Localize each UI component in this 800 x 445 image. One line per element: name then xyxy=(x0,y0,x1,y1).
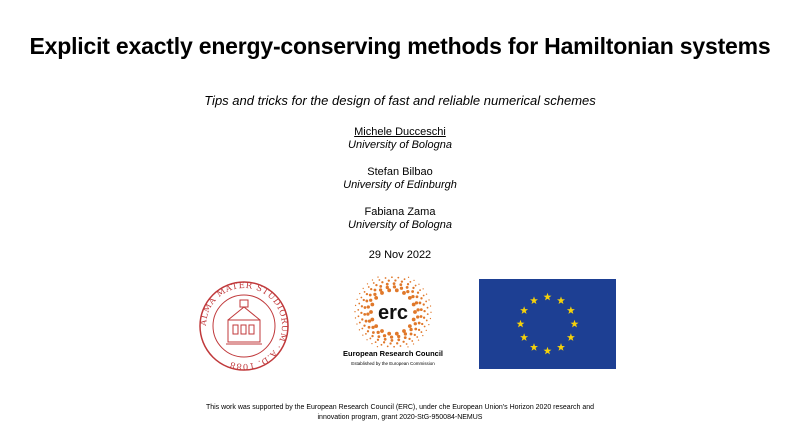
erc-dot xyxy=(361,328,363,330)
erc-dot xyxy=(426,294,427,295)
erc-dot xyxy=(368,326,371,329)
eu-star-icon xyxy=(530,343,538,351)
university-of-bologna-logo xyxy=(198,280,290,372)
erc-dot xyxy=(360,312,362,314)
erc-dot xyxy=(366,293,368,295)
erc-dot xyxy=(420,308,423,311)
erc-dot xyxy=(413,310,417,314)
erc-dot xyxy=(385,277,387,279)
erc-dot xyxy=(391,276,393,278)
erc-dot xyxy=(358,315,360,317)
erc-dot xyxy=(373,293,376,296)
erc-dot xyxy=(415,301,418,304)
erc-dot xyxy=(410,333,413,336)
erc-dot xyxy=(413,280,414,281)
erc-dot xyxy=(418,284,419,285)
erc-mark: erc xyxy=(377,302,409,324)
erc-dot xyxy=(426,330,427,331)
erc-dot xyxy=(387,332,391,336)
erc-dot xyxy=(369,338,371,340)
erc-dot xyxy=(416,336,418,338)
author-name: Fabiana Zama xyxy=(364,206,436,218)
erc-dot xyxy=(369,310,373,314)
eu-star-icon xyxy=(571,320,579,328)
erc-dot xyxy=(418,329,420,331)
erc-dot xyxy=(428,324,429,325)
erc-dot xyxy=(402,291,406,295)
eu-star-icon xyxy=(557,296,565,304)
erc-dot xyxy=(423,288,424,289)
erc-dot xyxy=(361,305,363,307)
erc-dot xyxy=(408,277,409,278)
erc-dot xyxy=(412,318,416,322)
erc-dot xyxy=(359,322,361,324)
erc-dot xyxy=(414,322,417,325)
erc-dot xyxy=(381,281,383,283)
author-name: Stefan Bilbao xyxy=(367,166,433,178)
erc-dot xyxy=(374,324,378,328)
erc-dot xyxy=(401,281,403,283)
erc-dot xyxy=(428,299,429,300)
eu-star-icon xyxy=(520,306,528,314)
erc-dot xyxy=(411,295,414,298)
erc-dot xyxy=(363,288,364,289)
erc-dot xyxy=(423,295,425,297)
erc-dot xyxy=(411,340,413,342)
erc-dot xyxy=(360,297,362,299)
erc-dot xyxy=(395,288,399,292)
erc-dot xyxy=(419,302,422,305)
erc-dot xyxy=(365,320,368,323)
erc-dot xyxy=(417,292,419,294)
erc-dot xyxy=(404,332,407,335)
erc-dot xyxy=(372,279,373,280)
erc-dot xyxy=(372,331,375,334)
eu-star-icon xyxy=(517,320,525,328)
erc-dot xyxy=(368,319,371,322)
erc-dot xyxy=(377,276,378,277)
erc-dot xyxy=(365,333,367,335)
author-list xyxy=(0,126,800,246)
erc-dot xyxy=(363,299,365,301)
erc-dot xyxy=(406,343,408,345)
author-2 xyxy=(0,166,800,192)
erc-dot xyxy=(388,280,390,282)
erc-dot xyxy=(377,339,379,341)
erc-dot xyxy=(364,306,367,309)
erc-dot xyxy=(416,295,419,298)
erc-dot xyxy=(419,289,421,291)
slide-subtitle: Tips and tricks for the design of fast and reliable numerical schemes xyxy=(204,93,596,108)
author-1 xyxy=(0,126,800,152)
erc-dot xyxy=(396,342,398,344)
erc-dot xyxy=(422,335,423,336)
erc-dot xyxy=(418,322,421,325)
erc-dot xyxy=(370,288,372,290)
erc-dot xyxy=(371,335,373,337)
author-name[interactable]: Michele Ducceschi xyxy=(354,126,446,138)
erc-dot xyxy=(371,326,374,329)
erc-dot xyxy=(430,312,431,313)
eu-star-icon xyxy=(520,333,528,341)
erc-dot xyxy=(407,346,408,347)
erc-logo xyxy=(333,276,453,372)
erc-dot xyxy=(383,341,385,343)
erc-dot xyxy=(402,341,404,343)
eu-star-icon xyxy=(567,306,575,314)
erc-dot xyxy=(407,283,409,285)
erc-dot xyxy=(366,339,367,340)
eu-star-icon xyxy=(544,347,552,355)
erc-dot xyxy=(404,336,407,339)
erc-dot xyxy=(393,282,396,285)
erc-dot xyxy=(391,339,394,342)
erc-dot xyxy=(399,283,402,286)
erc-dot xyxy=(423,303,425,305)
erc-dot xyxy=(359,293,360,294)
erc-dot xyxy=(380,329,384,333)
erc-dot xyxy=(424,326,426,328)
erc-dot xyxy=(400,287,403,290)
erc-dot xyxy=(369,294,372,297)
erc-dot xyxy=(425,301,427,303)
erc-dot xyxy=(411,290,414,293)
erc-dot xyxy=(379,279,381,281)
erc-dot xyxy=(400,345,402,347)
erc-dot xyxy=(384,338,387,341)
erc-dot xyxy=(359,329,360,330)
erc-dot xyxy=(393,285,396,288)
erc-dot xyxy=(409,328,412,331)
eu-star-icon xyxy=(544,293,552,301)
erc-dot xyxy=(414,328,417,331)
erc-dot xyxy=(381,344,383,346)
erc-dot xyxy=(404,278,406,280)
erc-dot xyxy=(374,289,377,292)
erc-dot xyxy=(357,299,358,300)
erc-dot xyxy=(393,346,395,348)
erc-dot xyxy=(367,305,370,308)
erc-dot xyxy=(379,285,382,288)
author-affiliation: University of Edinburgh xyxy=(343,179,457,191)
erc-dot xyxy=(408,296,412,300)
erc-dot xyxy=(362,334,363,335)
erc-dot xyxy=(368,286,370,288)
erc-dot xyxy=(363,325,365,327)
erc-dot xyxy=(374,296,378,300)
erc-dot xyxy=(387,345,389,347)
erc-dot xyxy=(364,291,366,293)
erc-dot xyxy=(418,340,419,341)
erc-dot xyxy=(357,309,359,311)
erc-dot xyxy=(361,318,363,320)
erc-dot xyxy=(369,299,372,302)
erc-dot xyxy=(415,285,417,287)
erc-dot xyxy=(412,287,414,289)
erc-dot xyxy=(375,341,377,343)
author-3 xyxy=(0,206,800,232)
erc-dot xyxy=(379,288,382,291)
erc-dot xyxy=(373,282,375,284)
slide-title: Explicit exactly energy-conserving methods for Hamiltonian systems xyxy=(29,33,771,59)
erc-dot xyxy=(430,305,431,306)
erc-dot xyxy=(416,308,419,311)
erc-dot xyxy=(397,335,400,338)
erc-name: European Research Council xyxy=(342,349,444,358)
erc-dot xyxy=(389,342,391,344)
erc-dot xyxy=(386,283,389,286)
erc-dot xyxy=(358,303,360,305)
erc-dot xyxy=(394,279,396,281)
erc-subtitle: Established by the European Commission xyxy=(351,361,435,366)
erc-dot xyxy=(397,277,399,279)
erc-dot xyxy=(354,311,355,312)
erc-dot xyxy=(414,334,416,336)
eu-star-icon xyxy=(567,333,575,341)
erc-dot xyxy=(397,338,400,341)
erc-dot xyxy=(363,313,366,316)
erc-dot xyxy=(355,317,356,318)
erc-dot xyxy=(377,335,380,338)
erc-dot xyxy=(413,343,414,344)
erc-dot xyxy=(356,323,357,324)
erc-dot xyxy=(367,283,368,284)
erc-dot xyxy=(421,331,423,333)
erc-dot xyxy=(370,303,374,307)
erc-dot xyxy=(408,338,410,340)
eu-star-icon xyxy=(530,296,538,304)
erc-dot xyxy=(426,320,428,322)
erc-dot xyxy=(386,286,389,289)
eu-flag-logo xyxy=(479,279,616,369)
author-affiliation: University of Bologna xyxy=(348,219,452,231)
erc-dot xyxy=(423,310,425,312)
author-affiliation: University of Bologna xyxy=(348,139,452,151)
erc-dot xyxy=(366,313,369,316)
erc-dot xyxy=(409,281,411,283)
erc-dot xyxy=(421,323,423,325)
erc-dot xyxy=(420,315,423,318)
erc-dot xyxy=(430,318,431,319)
erc-dot xyxy=(408,324,412,328)
erc-dot xyxy=(367,330,369,332)
erc-dot xyxy=(420,297,422,299)
erc-dot xyxy=(377,331,380,334)
funding-acknowledgement: This work was supported by the European Research Council (ERC), under che European Union's Horizon 2020 research and innovation program, grant 2020-StG-950084-NEMUS xyxy=(205,404,595,421)
seal-text: ALMA MATER STUDIORUM · A.D. 1088 xyxy=(198,280,290,372)
erc-dot xyxy=(416,315,419,318)
erc-dot xyxy=(383,334,386,337)
erc-dot xyxy=(427,307,429,309)
erc-dot xyxy=(427,313,429,315)
erc-dot xyxy=(390,336,393,339)
eu-star-icon xyxy=(557,343,565,351)
erc-dot xyxy=(406,286,409,289)
presentation-date: 29 Nov 2022 xyxy=(368,249,432,261)
erc-dot xyxy=(375,284,377,286)
erc-dot xyxy=(365,300,368,303)
erc-dot xyxy=(355,305,356,306)
erc-dot xyxy=(371,343,372,344)
erc-dot xyxy=(423,317,425,319)
erc-dot xyxy=(406,290,409,293)
erc-dot xyxy=(377,346,378,347)
